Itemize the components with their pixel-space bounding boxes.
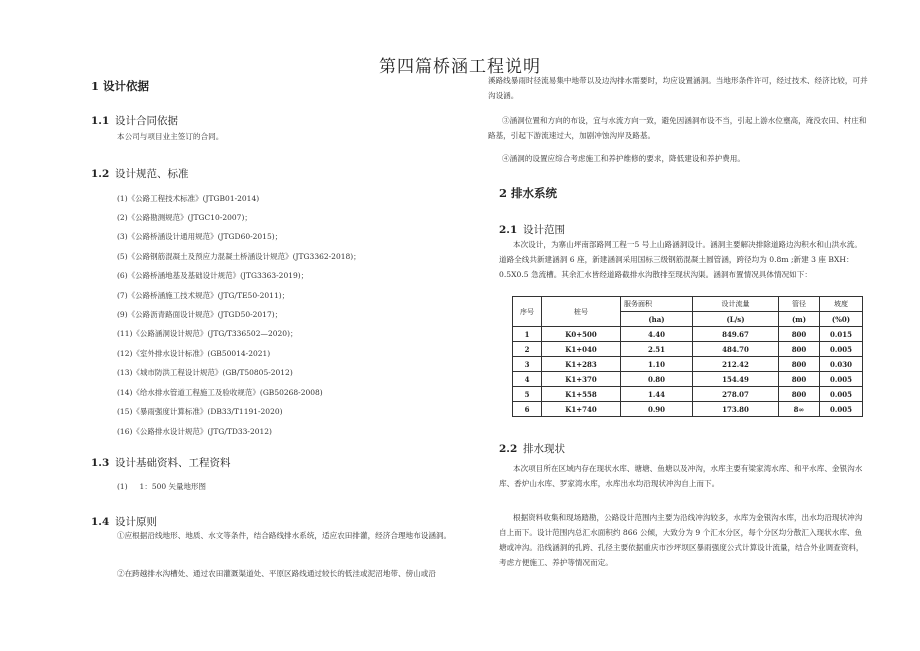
paragraph: ②在跨越排水沟槽处、通过农田灌溉渠道处、平原区路线通过较长的低洼或泥沼地带、傍山或沿 [117,569,436,578]
section-1-4-heading [91,514,157,529]
unit-diameter: (m) [779,312,820,327]
header-slope: 坡度 [820,297,863,312]
cell: 0.005 [820,342,863,357]
standard-item: (15)《暴雨强度计算标准》(DB33/T1191-2020) [117,407,283,416]
unit-slope: (%0) [820,312,863,327]
section-label: 设计规范、标准 [115,168,189,180]
cell: 2 [513,342,542,357]
standard-item: (5)《公路钢筋混凝土及预应力混凝土桥涵设计规范》(JTG3362-2018)； [117,252,361,261]
table-row [513,387,863,402]
cell: 1.10 [621,357,693,372]
section-number: 2.2 [499,443,518,455]
section-1-2-heading [91,166,189,181]
cell: 800 [779,342,820,357]
standard-item: (6)《公路桥涵地基及基础设计规范》(JTG3363-2019)； [117,271,309,280]
cell: 800 [779,327,820,342]
cell: 1.44 [621,387,693,402]
header-flow: 设计流量 [693,297,779,312]
paragraph: 本次设计，为寨山坪南部路网工程一5 号上山路涵洞设计。涵洞主要解决排除道路边沟积水和山洪水流。道路全线共新建涵洞 6 座，新建涵洞采用国标三级钢筋混凝土圆管涵，跨径均为 0.8m ;新建 3 座 BXH：0.5X0.5 急流槽。其余汇水皆经道路截排水沟散排至现状沟渠。涵洞布置情况具体情况如下： [499,240,862,279]
cell: 800 [779,372,820,387]
table-row [513,357,863,372]
cell: K1+558 [542,387,621,402]
standard-item: (14)《给水排水管道工程施工及验收规范》(GB50268-2008) [117,388,323,397]
cell: 1 [513,327,542,342]
paragraph: 本公司与项目业主签订的合同。 [117,132,224,141]
standard-item: (16)《公路排水设计规范》(JTG/TD33-2012) [117,427,272,436]
table-row [513,402,863,417]
cell: 212.42 [693,357,779,372]
section-number: 1.1 [91,115,110,127]
section-label: 设计基础资料、工程资料 [115,457,231,469]
section-label: 设计合同依据 [115,115,178,127]
cell: 4 [513,372,542,387]
cell: 800 [779,387,820,402]
paragraph: ③涵洞位置和方向的布设，宜与水流方向一致，避免因涵洞布设不当，引起上游水位壅高，淹没农田、村庄和路基，引起下游流速过大，加剧冲蚀沟岸及路基。 [488,116,867,140]
section-1-3-heading [91,455,231,470]
cell: K1+370 [542,372,621,387]
table-row [513,372,863,387]
page-title: 第四篇桥涵工程说明 [379,57,541,77]
unit-area: (ha) [621,312,693,327]
cell: 278.07 [693,387,779,402]
cell: K1+283 [542,357,621,372]
paragraph: 溪路线暴雨时径流易集中地带以及边沟排水需要时，均应设置涵洞。当地形条件许可，经过技术、经济比较，可并沟设涵。 [488,76,868,100]
paragraph: 根据资料收集和现场踏勘，公路设计范围内主要为沿线冲沟较多，水库为金银沟水库，出水均沿现状冲沟自上而下。设计范围内总汇水面积约 866 公倾，大致分为 9 个汇水分区，每个分区均分散汇入现状水库、鱼塘或冲沟。沿线涵洞的孔跨、孔径主要依据重庆市沙坪坝区暴雨强度公式计算设计流量，结合外业调查资料，考虑方便施工、养护等情况而定。 [499,513,864,567]
cell: 173.80 [693,402,779,417]
paragraph: ①应根据沿线地形、地质、水文等条件，结合路线排水系统，适应农田排灌，经济合理地布设涵洞。 [117,531,452,540]
cell: 800 [779,357,820,372]
header-diameter: 管径 [779,297,820,312]
section-2-2-heading [499,441,565,456]
cell: K1+040 [542,342,621,357]
section-number: 1.2 [91,168,110,180]
section-1-1-heading [91,113,178,128]
header-seq: 序号 [513,297,542,327]
cell: 0.005 [820,372,863,387]
table-row [513,327,863,342]
header-station: 桩号 [542,297,621,327]
standard-item: (9)《公路沥青路面设计规范》(JTGD50-2017)； [117,310,283,319]
culvert-table [512,296,863,417]
unit-flow: (L/s) [693,312,779,327]
cell: 0.90 [621,402,693,417]
cell: 0.005 [820,402,863,417]
section-2-1-heading [499,222,565,237]
section-label: 排水现状 [523,443,565,455]
cell: K1+740 [542,402,621,417]
table-header-row [513,297,863,312]
cell: 8∞ [779,402,820,417]
cell: 5 [513,387,542,402]
paragraph: 本次项目所在区域内存在现状水库、塘塘、鱼塘以及冲沟，水库主要有梁家湾水库、和平水库、金银沟水库、香炉山水库、罗家湾水库，水库出水均沿现状冲沟自上而下。 [499,464,863,488]
section-number: 1.4 [91,516,110,528]
standard-item: (12)《室外排水设计标准》(GB50014-2021) [117,349,271,358]
paragraph: ④涵洞的设置应综合考虑施工和养护维修的要求，降低建设和养护费用。 [502,154,745,163]
cell: 2.51 [621,342,693,357]
cell: 484.70 [693,342,779,357]
standard-item: (2)《公路勘测规范》(JTGC10-2007)； [117,213,252,222]
standard-item: (7)《公路桥涵施工技术规范》(JTG/TE50-2011)； [117,291,290,300]
standard-item: (11)《公路涵洞设计规范》(JTG/T336502—2020)； [117,329,298,338]
cell: 0.030 [820,357,863,372]
standard-item: (13)《城市防洪工程设计规范》(GB/T50805-2012) [117,368,293,377]
cell: 0.005 [820,387,863,402]
standard-item: (3)《公路桥涵设计通用规范》(JTGD60-2015)； [117,232,283,241]
section-1-heading: 1 设计依据 [91,79,150,93]
header-area: 服务面积 [621,297,693,312]
section-2-heading: 2 排水系统 [499,186,558,200]
cell: 4.40 [621,327,693,342]
cell: 849.67 [693,327,779,342]
section-number: 2.1 [499,224,518,236]
table-row [513,342,863,357]
cell: 6 [513,402,542,417]
standard-item: (1)《公路工程技术标准》(JTGB01-2014) [117,194,260,203]
section-number: 1.3 [91,457,110,469]
cell: 0.80 [621,372,693,387]
cell: 3 [513,357,542,372]
cell: K0+500 [542,327,621,342]
section-label: 设计原则 [115,516,157,528]
section-label: 设计范围 [523,224,565,236]
cell: 154.49 [693,372,779,387]
cell: 0.015 [820,327,863,342]
resource-item: (1) 1：500 矢量地形图 [117,482,207,491]
